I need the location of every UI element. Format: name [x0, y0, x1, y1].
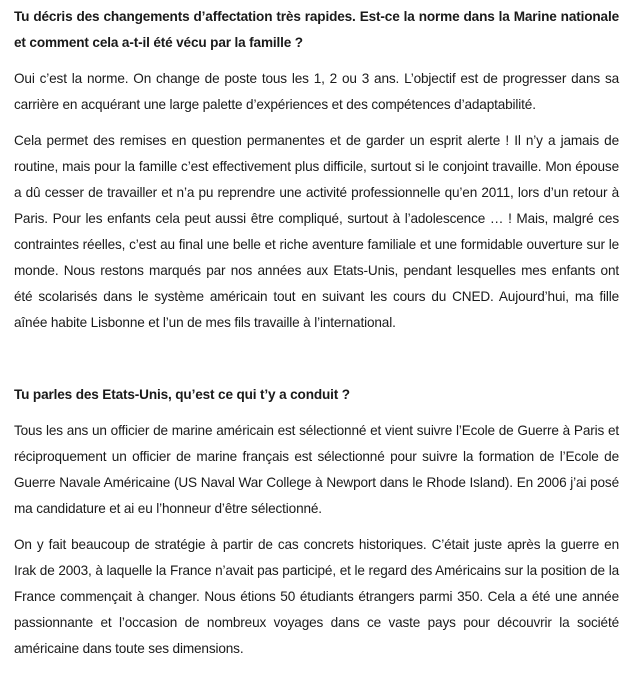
- interview-answer-paragraph: On y fait beaucoup de stratégie à partir de cas concrets historiques. C’était juste après la guerre en Irak de 2003, à laquelle la France n’avait pas participé, et le regard des Américains sur la position de la France commençait à changer. Nous étions 50 étudiants étrangers parmi 350. Cela a été une année passionnante et l’occasion de nombreux voyages dans ce vaste pays pour découvrir la société américaine dans toute ses dimensions.: [14, 537, 619, 656]
- interview-answer-paragraph: Tous les ans un officier de marine américain est sélectionné et vient suivre l’Ecole de Guerre à Paris et réciproquement un officier de marine français est sélectionné pour suivre la formation de l’Ecole de Guerre Navale Américaine (US Naval War College à Newport dans le Rhode Island). En 2006 j’ai posé ma candidature et ai eu l’honneur d’être sélectionné.: [14, 423, 619, 516]
- interview-question: Tu parles des Etats-Unis, qu’est ce qui t’y a conduit ?: [14, 387, 350, 402]
- interview-answer-paragraph: Cela permet des remises en question permanentes et de garder un esprit alerte ! Il n’y a jamais de routine, mais pour la famille c’est effectivement plus difficile, surtout si le conjoint travaille. Mon épouse a dû cesser de travailler et n’a pu reprendre une activité professionnelle qu’en 2011, lors d’un retour à Paris. Pour les enfants cela peut aussi être compliqué, surtout à l’adolescence … ! Mais, malgré ces contraintes réelles, c’est au final une belle et riche aventure familiale et une formidable ouverture sur le monde. Nous restons marqués par nos années aux Etats-Unis, pendant lesquelles mes enfants ont été scolarisés dans le système américain tout en suivant les cours du CNED. Aujourd’hui, ma fille aînée habite Lisbonne et l’un de mes fils travaille à l’international.: [14, 133, 619, 330]
- interview-question: Tu décris des changements d’affectation très rapides. Est-ce la norme dans la Marine nationale et comment cela a-t-il été vécu par la famille ?: [14, 9, 619, 50]
- interview-answer-paragraph: Oui c’est la norme. On change de poste tous les 1, 2 ou 3 ans. L’objectif est de progresser dans sa carrière en acquérant une large palette d’expériences et des compétences d’adaptabilité.: [14, 71, 619, 112]
